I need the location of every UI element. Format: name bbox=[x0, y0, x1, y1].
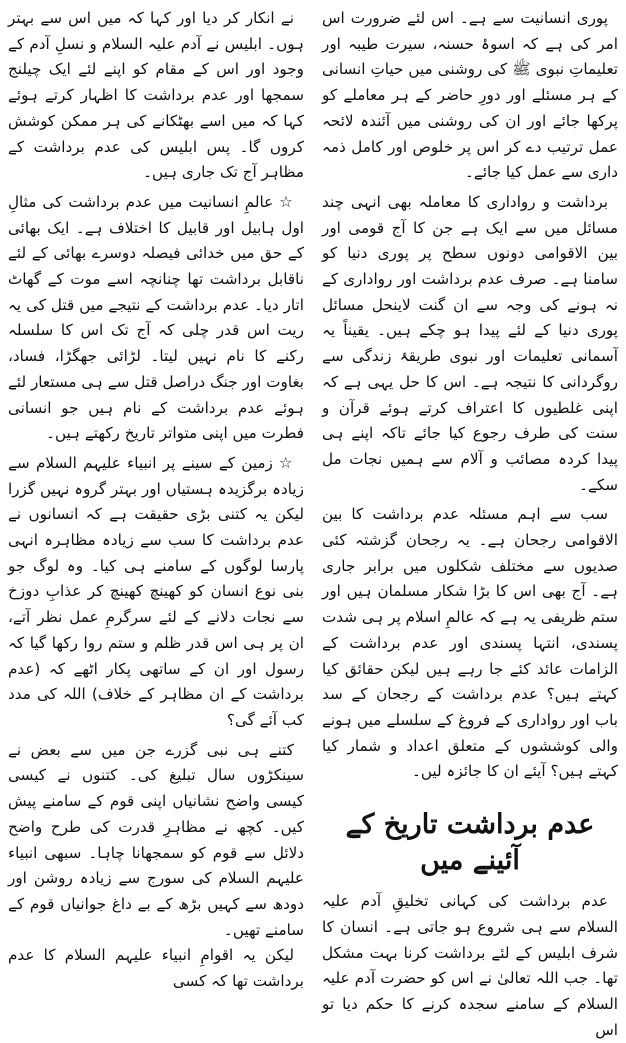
column-divider bbox=[312, 0, 313, 993]
paragraph: لیکن یہ اقوامِ انبیاء علیہم السلام کا عدم برداشت تھا کہ کسی bbox=[8, 946, 304, 991]
section-heading: عدم برداشت تاریخ کے آئینے میں bbox=[345, 809, 595, 877]
paragraph: عدم برداشت کی کہانی تخلیقِ آدم علیہ السلام سے ہی شروع ہو جاتی ہے۔ انسان کا شرف ابلیس کے لئے برداشت کرنا بہت مشکل تھا۔ جب اللہ تعالیٰ نے اس کو حضرت آدم علیہ السلام کے سامنے سجدہ کرنے کا حکم دیا تو اس bbox=[322, 892, 618, 1039]
paragraph: کتنے ہی نبی گزرے جن میں سے بعض نے سینکڑوں سال تبلیغ کی۔ کتنوں نے کیسی کیسی واضح نشانیاں اپنی قوم کے سامنے پیش کیں۔ کچھ نے مظاہرِ قدرت کی طرح واضح دلائل سے قوم کو سمجھانا چاہا۔ سبھی انبیاء علیہم السلام کی سورج سے زیادہ روشن اور دودھ سے کہیں بڑھ کے بے داغ جوانیاں قوم کے سامنے تھیں۔ bbox=[8, 740, 304, 939]
paragraph: سب سے اہم مسئلہ عدم برداشت کا بین الاقوامی رجحان ہے۔ یہ رجحان گزشتہ کئی صدیوں سے مختلف شکلوں میں برابر جاری ہے۔ آج بھی اس کا بڑا شکار مسلمان ہیں اور ستم ظریفی یہ ہے کہ عالمِ اسلام پر ہی شدت پسندی، انتہا پسندی اور عدم برداشت کے الزامات عائد کئے جا رہے ہیں لیکن حقائق کیا کہتے ہیں؟ عدم برداشت کے رجحان کے سد باب اور رواداری کے فروغ کے سلسلے میں ہونے والی کوششوں کے متعلق اعداد و شمار کیا کہتے ہیں؟ آیئے ان کا جائزہ لیں۔ bbox=[322, 505, 618, 781]
paragraph-text: عالمِ انسانیت میں عدم برداشت کی مثالِ اول ہابیل اور قابیل کا اختلاف ہے۔ ایک بھائی کے حق میں خدائی فیصلہ دوسرے بھائی کے لئے ناقابل برداشت تھا چنانچہ اسے موت کے گھاٹ اتار دیا۔ عدم برداشت کے نتیجے میں قتل کی یہ ریت اس قدر چلی کہ آج تک اس کا سلسلہ رکنے کا نام نہیں لیتا۔ لڑائی جھگڑا، فساد، بغاوت اور جنگ دراصل قتل سے ہی مستعار لئے ہوئے عدم برداشت کے نام ہیں جو انسانی فطرت میں اپنی متواتر تاریخ رکھتے ہیں۔ bbox=[8, 192, 304, 443]
paragraph: برداشت و رواداری کا معاملہ بھی انہی چند مسائل میں سے ایک ہے جن کا آج قومی اور بین الاقوامی دونوں سطح پر پوری دنیا کو سامنا ہے۔ صرف عدم برداشت اور رواداری کے نہ ہونے کی وجہ سے ان گنت لاینحل مسائل پوری دنیا کے لئے پیدا ہو چکے ہیں۔ یقیناً یہ آسمانی تعلیمات اور نبوی طریقۂ زندگی سے روگردانی کا نتیجہ ہے۔ اس کا حل یہی ہے کہ اپنی غلطیوں کا اعتراف کرتے ہوئے قرآن و سنت کی طرف رجوع کیا جائے تاکہ اپنے ہی پیدا کردہ مصائب و آلام سے ہمیں نجات مل سکے۔ bbox=[322, 192, 618, 494]
paragraph-text: زمین کے سینے پر انبیاء علیہم السلام سے زیادہ برگزیدہ ہستیاں اور بہتر گروہ نہیں گزرا لیکن یہ کتنی بڑی حقیقت ہے کہ انسانوں نے عدم برداشت کا سب سے زیادہ مظاہرہ انہی پارسا لوگوں کے سامنے ہی کیا۔ وہ لوگ جو بنی نوع انسان کو کھینچ کھینچ کر عذابِ دوزخ سے نجات دلانے کے لئے سرگرمِ عمل نظر آتے، ان پر ہی اس قدر ظلم و ستم روا رکھا گیا کہ رسول اور ان کے ساتھی پکار اٹھے کہ (عدم برداشت کے ان مظاہر کے خلاف) اللہ کی مدد کب آئے گی؟ bbox=[8, 453, 304, 729]
star-bullet-icon: ☆ bbox=[279, 192, 294, 211]
bullet-paragraph bbox=[8, 190, 304, 447]
star-bullet-icon: ☆ bbox=[278, 453, 294, 472]
paragraph: نے انکار کر دیا اور کہا کہ میں اس سے بہتر ہوں۔ ابلیس نے آدم علیہ السلام و نسلِ آدم کے وجود اور اس کے مقام کو اپنے لئے ایک چیلنج سمجھا اور عدم برداشت کا اظہار کرتے ہوئے کہا کہ میں اسے بھٹکانے کی ہر ممکن کوشش کروں گا۔ پس ابلیس کی عدم برداشت کے مظاہر آج تک جاری ہیں۔ bbox=[8, 9, 304, 182]
right-column bbox=[322, 6, 618, 1043]
paragraph: پوری انسانیت سے ہے۔ اس لئے ضرورت اس امر کی ہے کہ اسوۂ حسنہ، سیرت طیبہ اور تعلیماتِ نبوی ﷺ کی روشنی میں حیاتِ انسانی کے ہر مسئلے اور دورِ حاضر کے ہر معاملے کو پرکھا جائے اور ان کی روشنی میں آئندہ لائحہ عمل ترتیب دے کر اس پر خلوص اور کامل ذمہ داری سے عمل کیا جائے۔ bbox=[322, 9, 618, 182]
bullet-paragraph bbox=[8, 451, 304, 734]
left-column bbox=[8, 6, 304, 995]
